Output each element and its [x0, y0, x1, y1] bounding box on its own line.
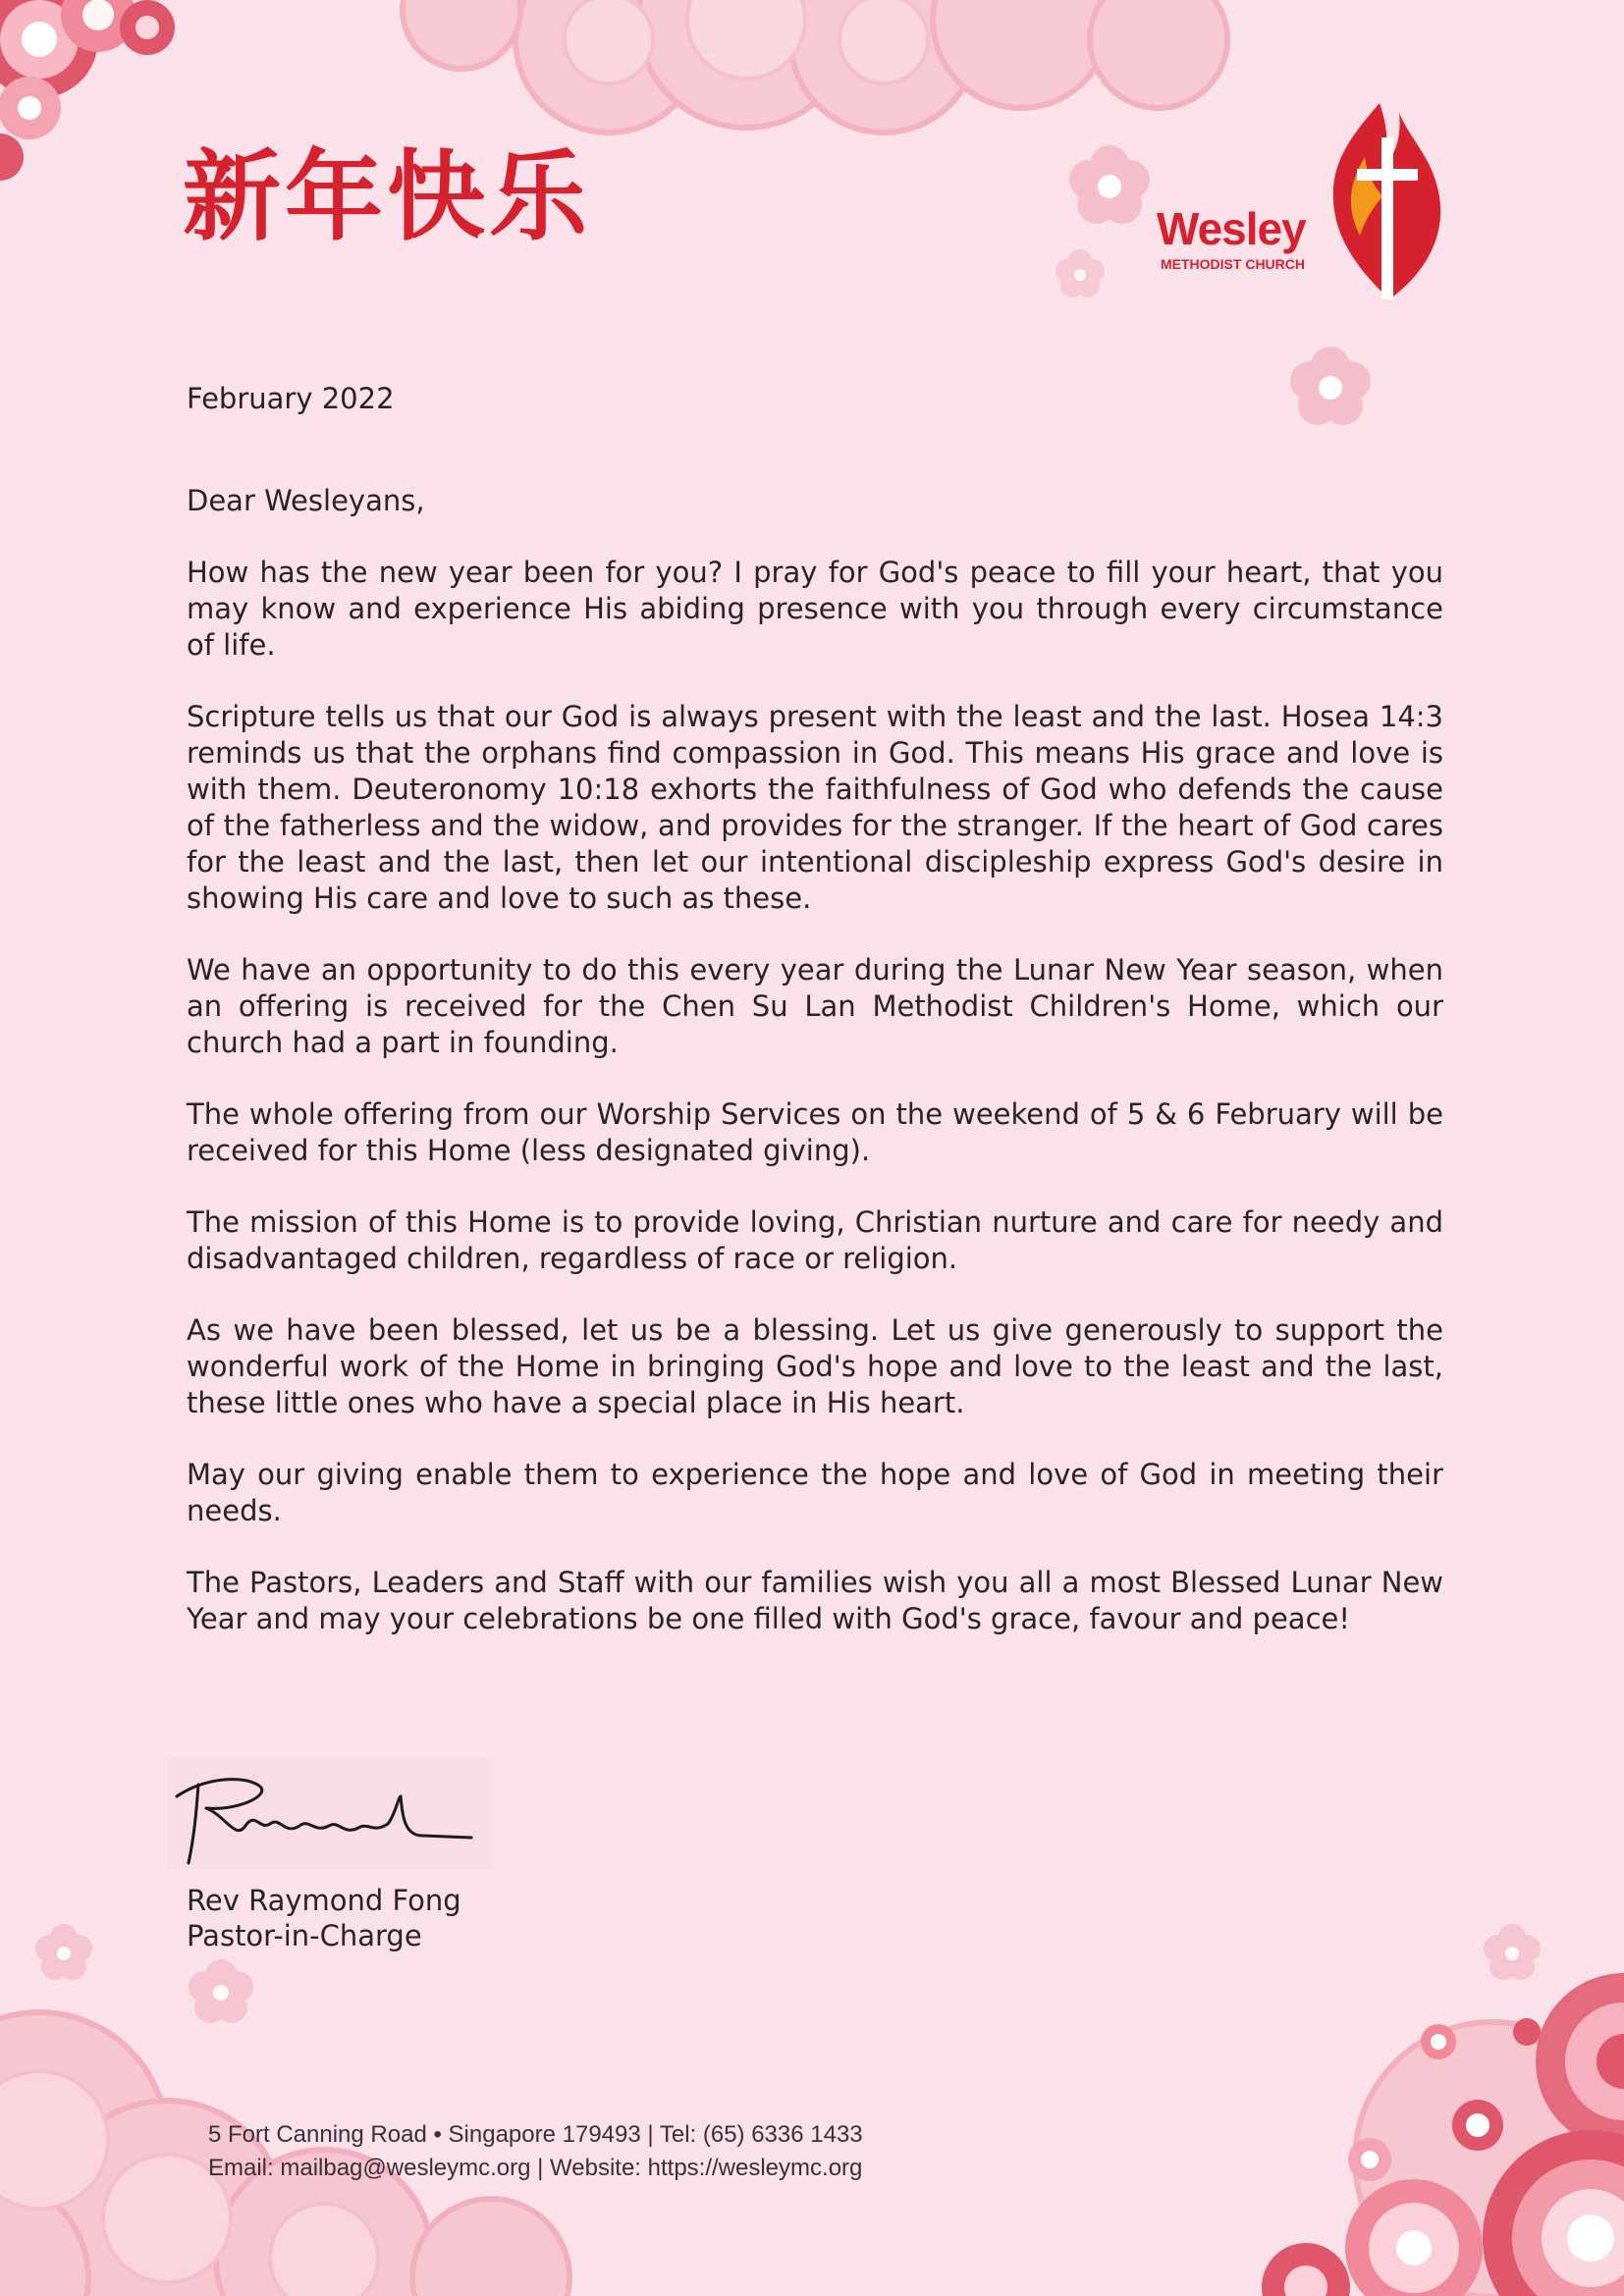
paragraph: How has the new year been for you? I pray for God's peace to fill your heart, that you may know and experience His abiding presence with you through every circumstance of life.	[187, 556, 1443, 662]
flower-cluster-bottom-right	[1262, 1973, 1624, 2296]
letter-salutation: Dear Wesleyans,	[187, 484, 425, 517]
church-logo	[1149, 98, 1463, 314]
signature	[167, 1757, 491, 1875]
letter-body	[187, 381, 1443, 1673]
signer-name: Rev Raymond Fong	[187, 1884, 461, 1917]
flower-cluster-top-left	[0, 0, 175, 181]
flame-cross-icon	[1306, 98, 1453, 304]
logo-subtitle: METHODIST CHURCH	[1161, 256, 1305, 272]
paragraph: As we have been blessed, let us be a blessing. Let us give generously to support the wonderful work of the Home in bringing God's hope and love to the least and the last, these little ones who have a special place in His heart.	[187, 1313, 1443, 1419]
letter-date: February 2022	[187, 382, 395, 415]
paragraph: The whole offering from our Worship Services on the weekend of 5 & 6 February will be received for this Home (less designated giving).	[187, 1097, 1443, 1167]
paragraph: May our giving enable them to experience the hope and love of God in meeting their needs.	[187, 1458, 1443, 1527]
paragraph: The Pastors, Leaders and Staff with our families wish you all a most Blessed Lunar New Year and may your celebrations be one filled with God's grace, favour and peace!	[187, 1566, 1443, 1635]
footer-contact	[208, 2118, 863, 2185]
footer-email-website: Email: mailbag@wesleymc.org | Website: https://wesleymc.org	[208, 2155, 863, 2181]
signer-title: Pastor-in-Charge	[187, 1919, 422, 1952]
signer-block	[187, 1883, 461, 1953]
paragraph: Scripture tells us that our God is always present with the least and the last. Hosea 14:3 reminds us that the orphans find compassion in God. This means His grace and love is with them. Deuteronomy 10:18 exhorts the faithfulness of God who defends the cause of the fatherless and the widow, and provides for the stranger. If the heart of God cares for the least and the last, then let our intentional discipleship express God's desire in showing His care and love to such as these.	[187, 700, 1443, 915]
top-cloud-pattern	[403, 0, 1227, 133]
handwritten-signature	[167, 1757, 491, 1875]
logo-wordmark: Wesley	[1157, 203, 1306, 254]
footer-address: 5 Fort Canning Road • Singapore 179493 | Tel: (65) 6336 1433	[208, 2121, 863, 2148]
paragraph: We have an opportunity to do this every year during the Lunar New Year season, when an offering is received for the Chen Su Lan Methodist Children's Home, which our church had a part in founding.	[187, 953, 1443, 1059]
chinese-new-year-greeting: 新年快乐	[183, 138, 591, 254]
paragraph: The mission of this Home is to provide loving, Christian nurture and care for needy and disadvantaged children, regardless of race or religion.	[187, 1205, 1443, 1275]
